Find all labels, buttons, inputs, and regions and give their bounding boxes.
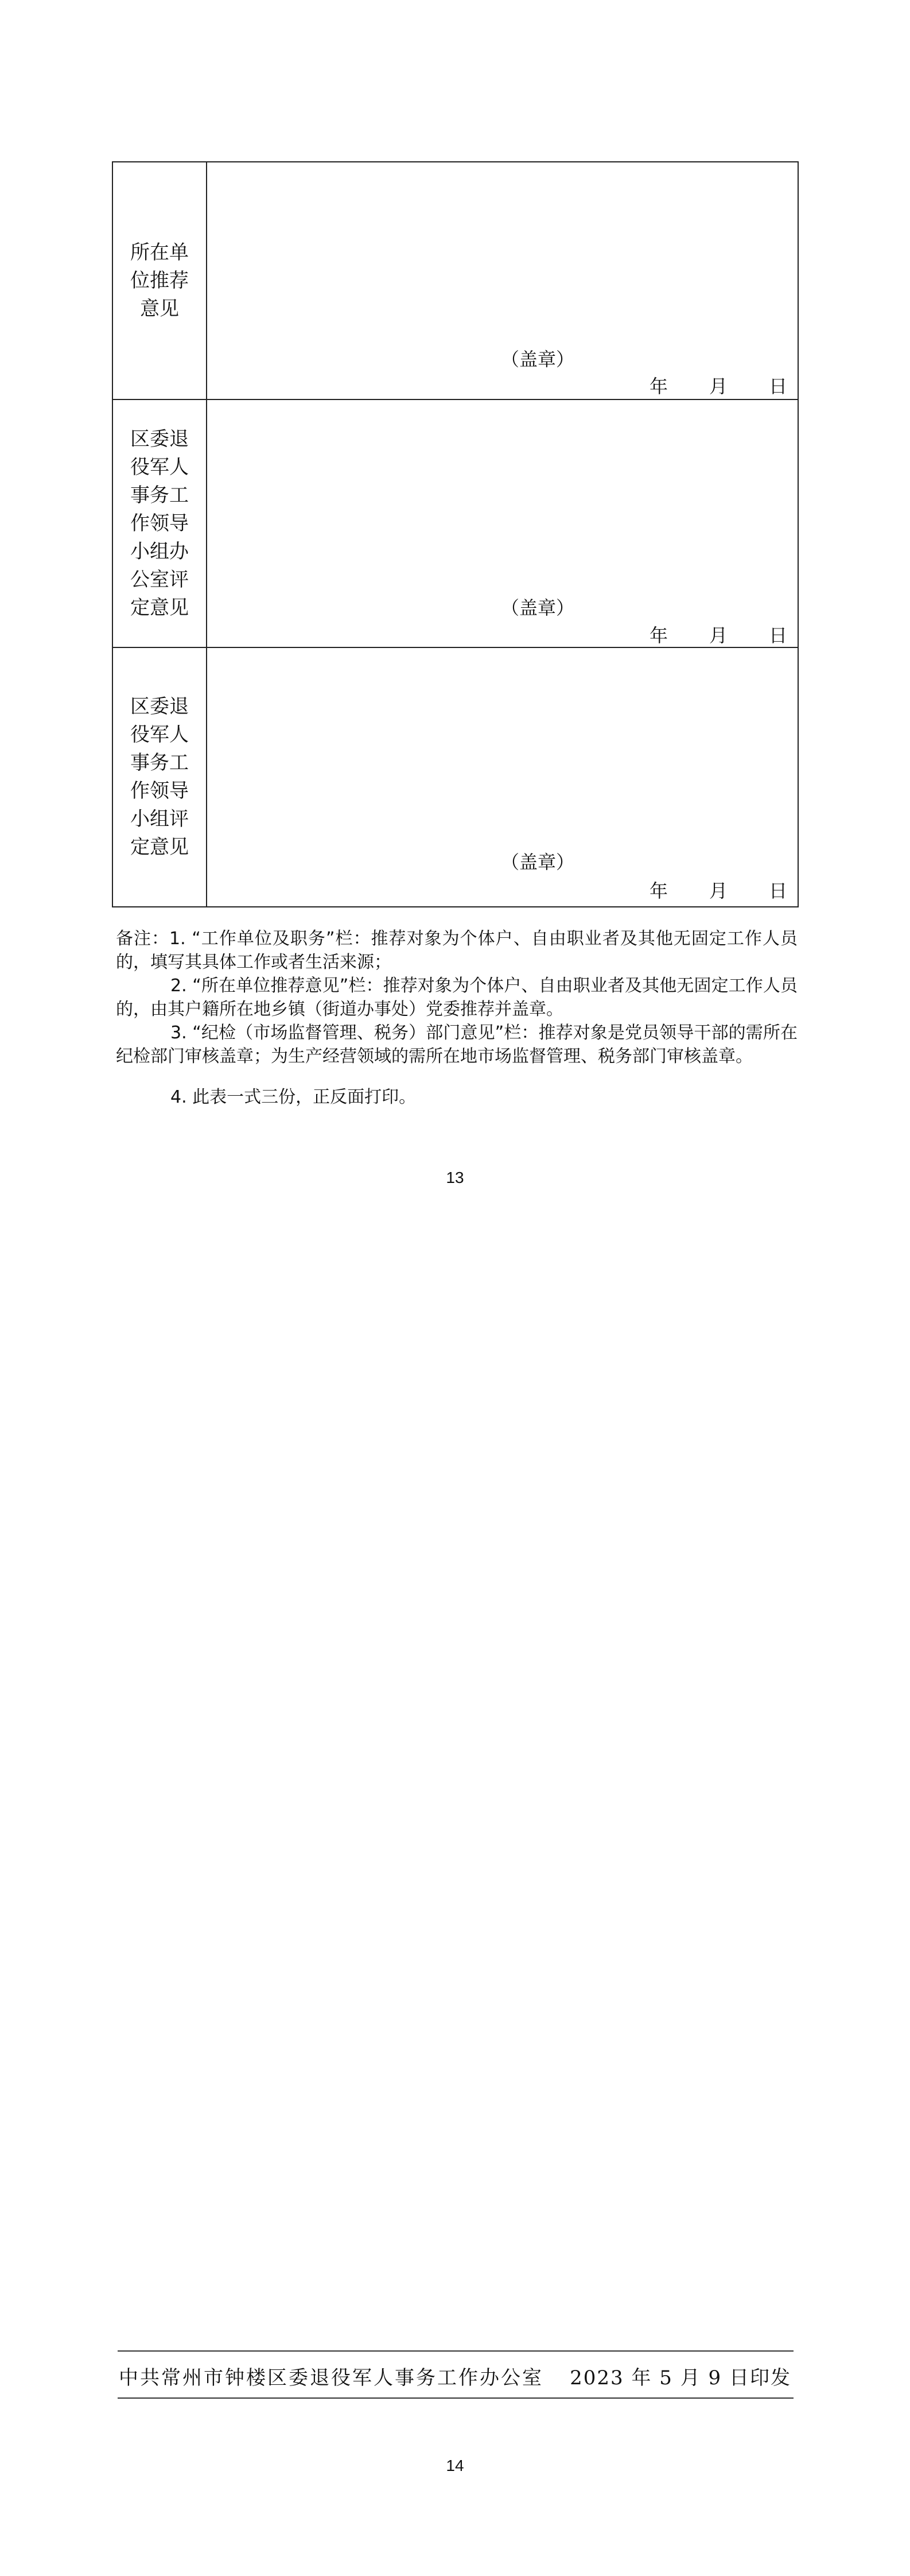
row-label: 区委退役军人事务工作领导小组评定意见	[130, 695, 189, 859]
form-row-group-evaluation	[112, 647, 798, 907]
page-number: 13	[446, 1169, 464, 1186]
form-row-office-evaluation	[112, 399, 798, 647]
remark-1: 备注：1. “工作单位及职务”栏：推荐对象为个体户、自由职业者及其他无固定工作人员的，填写其具体工作或者生活来源；	[116, 929, 798, 972]
year-label: 年	[649, 624, 668, 646]
remark-3: 3. “纪检（市场监督管理、税务）部门意见”栏：推荐对象是党员领导干部的需所在纪检部门审核盖章；为生产经营领域的需所在地市场监督管理、税务部门审核盖章。	[116, 1023, 798, 1066]
evaluation-form-table	[112, 161, 799, 907]
day-label: 日	[768, 375, 787, 397]
seal-label: （盖章）	[501, 597, 575, 619]
date-line	[650, 621, 787, 647]
opinion-field	[207, 162, 798, 399]
seal-label: （盖章）	[501, 851, 575, 873]
year-label: 年	[649, 880, 668, 902]
month-label: 月	[709, 880, 728, 902]
date-line	[650, 876, 787, 903]
opinion-field	[207, 399, 798, 647]
remark-2: 2. “所在单位推荐意见”栏：推荐对象为个体户、自由职业者及其他无固定工作人员的，由其户籍所在地乡镇（街道办事处）党委推荐并盖章。	[116, 976, 798, 1019]
day-label: 日	[768, 880, 787, 902]
page-14	[0, 1288, 910, 2576]
row-label: 区委退役军人事务工作领导小组办公室评定意见	[130, 427, 189, 619]
month-label: 月	[709, 375, 728, 397]
remarks-section	[116, 927, 798, 1109]
month-label: 月	[709, 624, 728, 646]
seal-label: （盖章）	[501, 348, 575, 370]
row-label: 所在单位推荐意见	[130, 240, 189, 320]
day-label: 日	[768, 624, 787, 646]
issue-date: 2023 年 5 月 9 日印发	[570, 2366, 791, 2389]
date-line	[650, 372, 787, 398]
year-label: 年	[649, 375, 668, 397]
remark-4: 4. 此表一式三份，正反面打印。	[170, 1087, 417, 1107]
issuance-footer	[118, 2350, 794, 2399]
form-row-unit-recommendation	[112, 162, 798, 399]
page-number: 14	[446, 2457, 464, 2474]
opinion-field	[207, 647, 798, 907]
issuing-office: 中共常州市钟楼区委退役军人事务工作办公室	[119, 2366, 543, 2389]
